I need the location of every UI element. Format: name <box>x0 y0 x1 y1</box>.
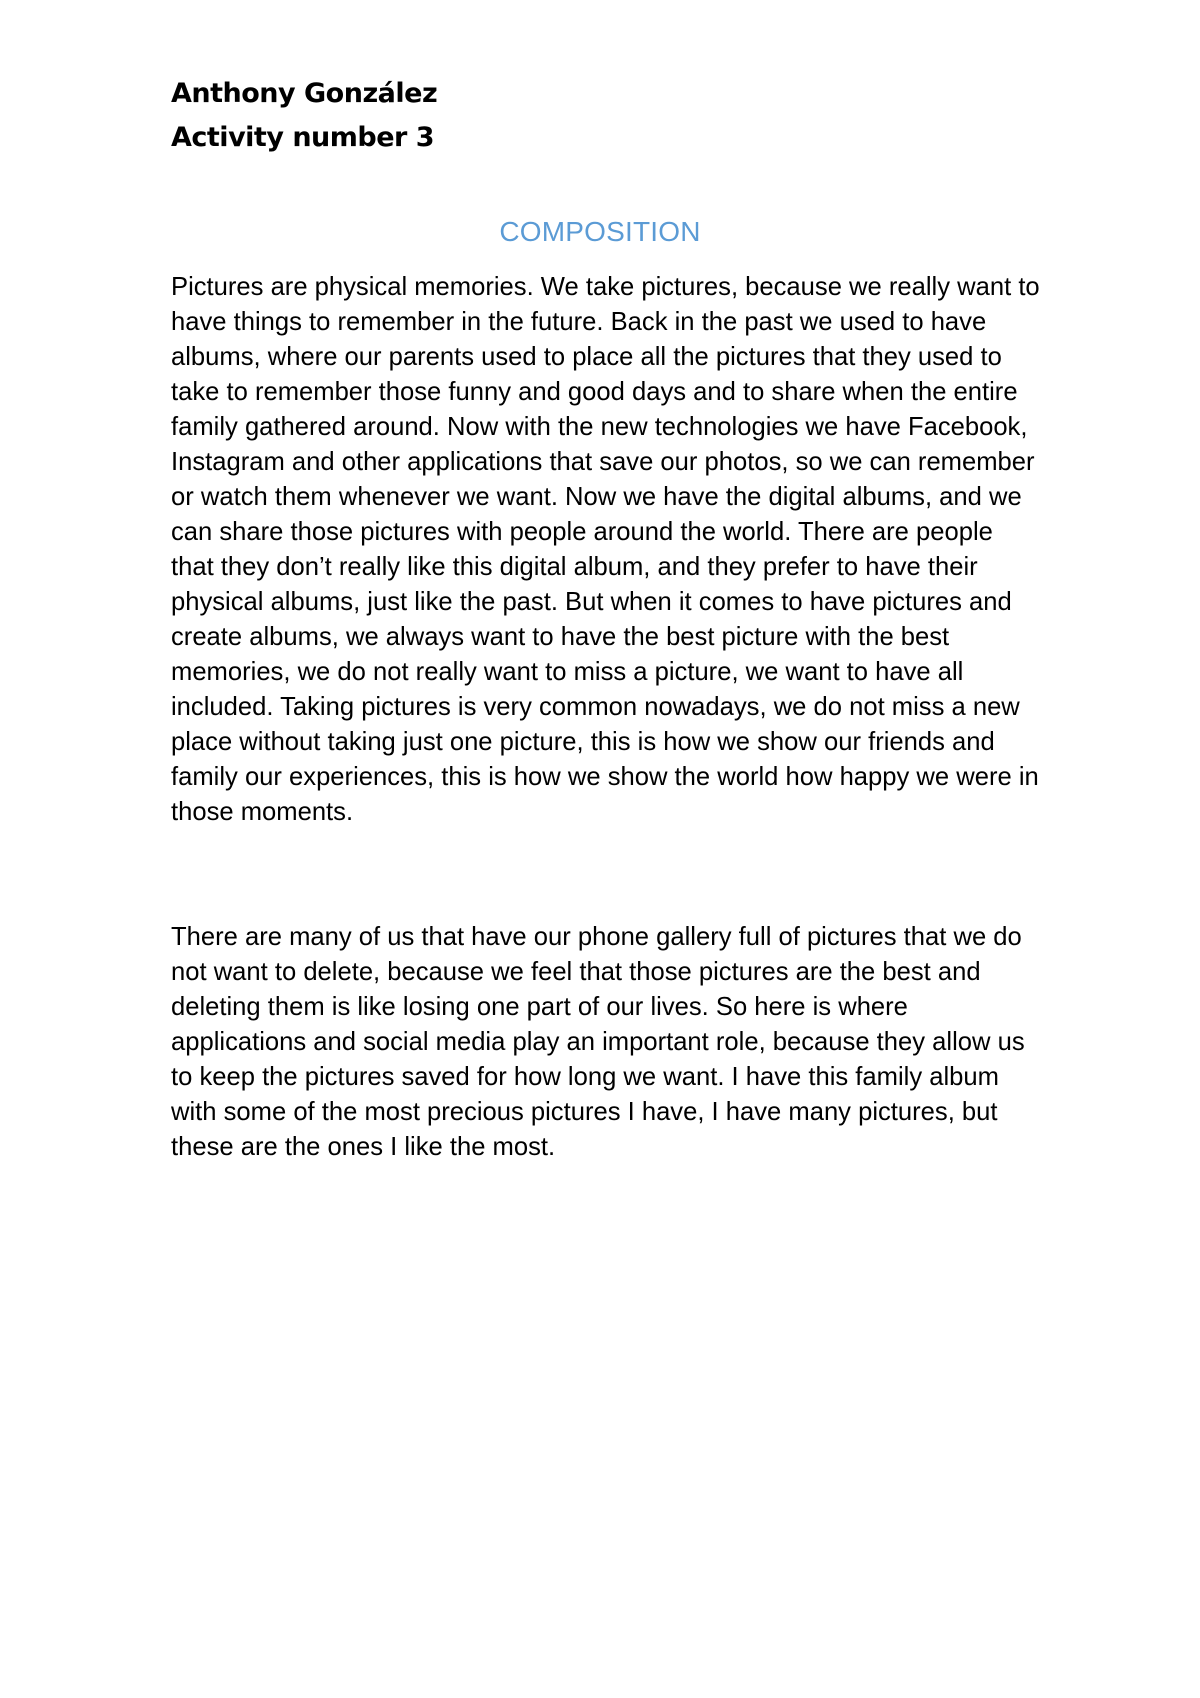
activity-label: Activity number 3 <box>171 122 435 153</box>
author-name: Anthony González <box>171 78 438 109</box>
paragraph-2: There are many of us that have our phone gallery full of pictures that we do not want to delete, because we feel that those pictures are the best and deleting them is like losing one part of our lives. So here is where applications and social media play an important role, because they allow us to keep the pictures saved for how long we want. I have this family album with some of the most precious pictures I have, I have many pictures, but these are the ones I like the most. <box>171 923 1025 1161</box>
paragraph-1: Pictures are physical memories. We take pictures, because we really want to have things to remember in the future. Back in the past we used to have albums, where our parents used to place all the pictures that they used to take to remember those funny and good days and to share when the entire family gathered around. Now with the new technologies we have Facebook, Instagram and other applications that save our photos, so we can remember or watch them whenever we want. Now we have the digital albums, and we can share those pictures with people around the world. There are people that they don’t really like this digital album, and they prefer to have their physical albums, just like the past. But when it comes to have pictures and create albums, we always want to have the best picture with the best memories, we do not really want to miss a picture, we want to have all included. Taking pictures is very common nowadays, we do not miss a new place without taking just one picture, this is how we show our friends and family our experiences, this is how we show the world how happy we were in those moments. <box>171 273 1040 826</box>
document-title: COMPOSITION <box>499 216 701 247</box>
